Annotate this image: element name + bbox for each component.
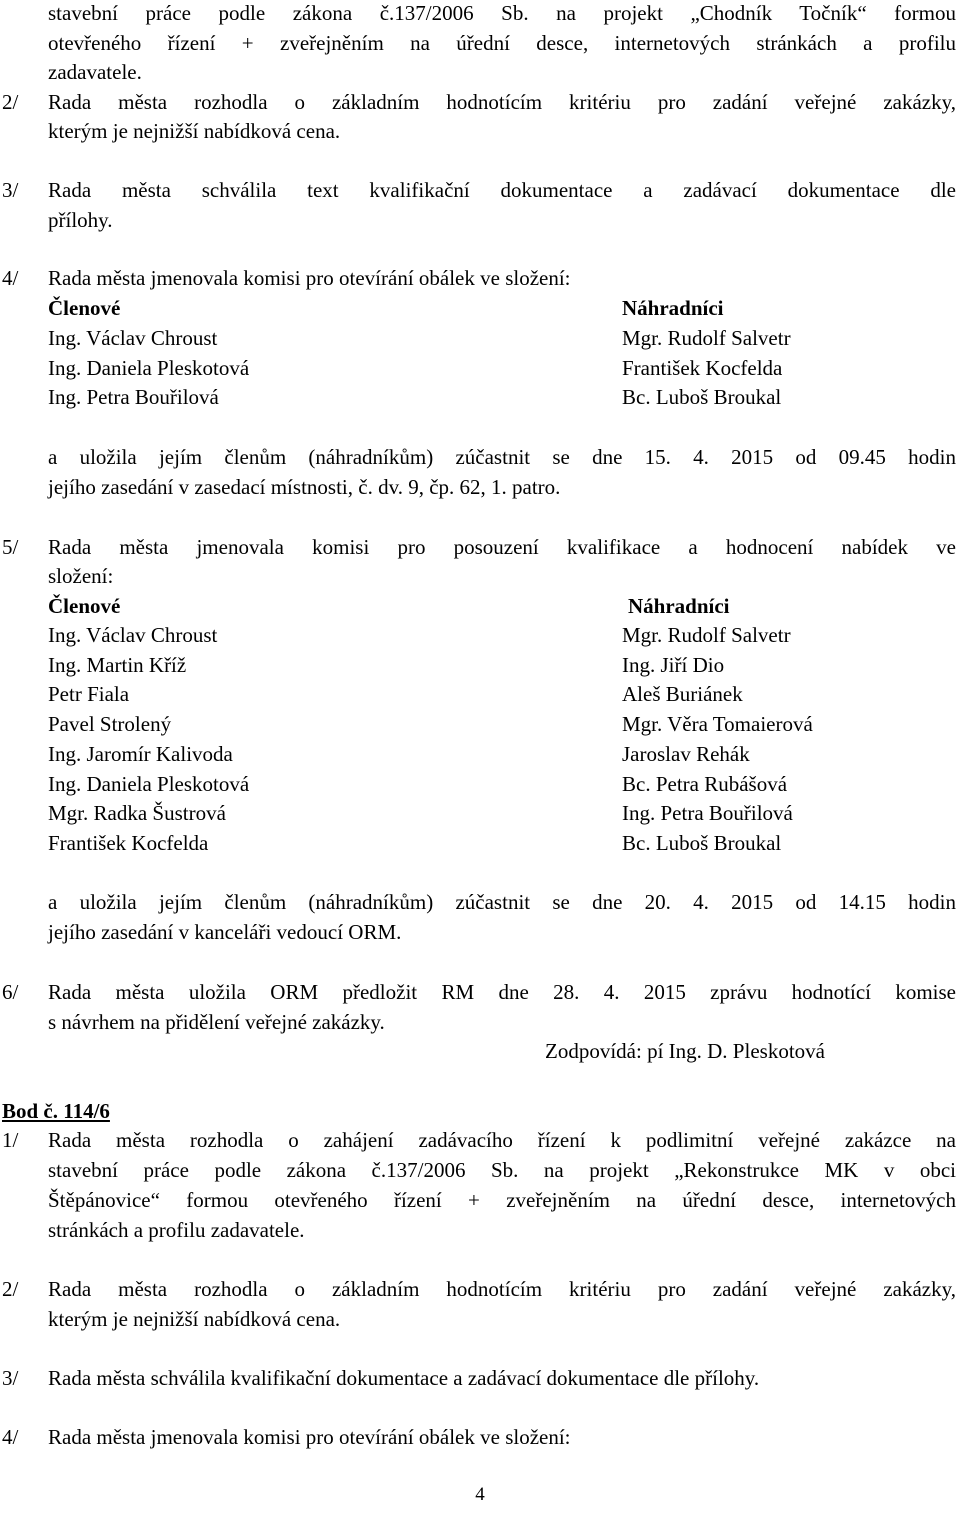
body-text-line: Rada města jmenovala komisi pro otevírání obálek ve složení: bbox=[48, 266, 571, 290]
page-number: 4 bbox=[475, 1484, 485, 1505]
item-number: 1/ bbox=[2, 1128, 19, 1152]
item-number: 2/ bbox=[2, 90, 19, 114]
item-number: 6/ bbox=[2, 980, 19, 1004]
member-name: František Kocfelda bbox=[48, 831, 209, 855]
substitute-name: Bc. Petra Rubášová bbox=[622, 772, 788, 796]
body-text-line: a uložila jejím členům (náhradníkům) zúčastnit se dne 15. 4. 2015 od 09.45 hodin bbox=[48, 445, 956, 469]
body-text-line: s návrhem na přidělení veřejné zakázky. bbox=[48, 1010, 385, 1034]
body-text-line: Rada města schválila kvalifikační dokumentace a zadávací dokumentace dle přílohy. bbox=[48, 1366, 760, 1390]
substitute-name: Aleš Buriánek bbox=[622, 682, 743, 706]
substitute-name: Ing. Jiří Dio bbox=[622, 653, 725, 677]
members-heading: Členové bbox=[48, 594, 121, 618]
substitute-name: Jaroslav Rehák bbox=[622, 742, 750, 766]
body-text-line: stránkách a profilu zadavatele. bbox=[48, 1218, 305, 1242]
member-name: Mgr. Radka Šustrová bbox=[48, 801, 226, 825]
body-text-line: kterým je nejnižší nabídková cena. bbox=[48, 1307, 341, 1331]
substitutes-heading: Náhradníci bbox=[622, 296, 724, 320]
body-text-line: přílohy. bbox=[48, 208, 113, 232]
body-text-line: zadavatele. bbox=[48, 60, 142, 84]
member-name: Ing. Václav Chroust bbox=[48, 623, 218, 647]
member-name: Ing. Petra Bouřilová bbox=[48, 385, 219, 409]
body-text-line: Rada města jmenovala komisi pro posouzení kvalifikace a hodnocení nabídek ve bbox=[48, 535, 956, 559]
member-name: Ing. Daniela Pleskotová bbox=[48, 356, 250, 380]
substitute-name: Mgr. Rudolf Salvetr bbox=[622, 326, 791, 350]
substitute-name: František Kocfelda bbox=[622, 356, 783, 380]
body-text-line: jejího zasedání v zasedací místnosti, č. dv. 9, čp. 62, 1. patro. bbox=[48, 475, 561, 499]
substitute-name: Bc. Luboš Broukal bbox=[622, 385, 782, 409]
member-name: Petr Fiala bbox=[48, 682, 130, 706]
body-text-line: otevřeného řízení + zveřejněním na úřední desce, internetových stránkách a profilu bbox=[48, 31, 956, 55]
substitute-name: Mgr. Rudolf Salvetr bbox=[622, 623, 791, 647]
body-text-line: a uložila jejím členům (náhradníkům) zúčastnit se dne 20. 4. 2015 od 14.15 hodin bbox=[48, 890, 956, 914]
substitute-name: Ing. Petra Bouřilová bbox=[622, 801, 793, 825]
members-heading: Členové bbox=[48, 296, 121, 320]
body-text-line: Rada města uložila ORM předložit RM dne 28. 4. 2015 zprávu hodnotící komise bbox=[48, 980, 956, 1004]
member-name: Ing. Václav Chroust bbox=[48, 326, 218, 350]
item-number: 2/ bbox=[2, 1277, 19, 1301]
item-number: 4/ bbox=[2, 266, 19, 290]
body-text-line: Rada města jmenovala komisi pro otevírání obálek ve složení: bbox=[48, 1425, 571, 1449]
body-text-line: kterým je nejnižší nabídková cena. bbox=[48, 119, 341, 143]
item-number: 3/ bbox=[2, 178, 19, 202]
member-name: Ing. Jaromír Kalivoda bbox=[48, 742, 233, 766]
member-name: Ing. Martin Kříž bbox=[48, 653, 187, 677]
body-text-line: stavební práce podle zákona č.137/2006 Sb. na projekt „Rekonstrukce MK v obci bbox=[48, 1158, 956, 1182]
body-text-line: Štěpánovice“ formou otevřeného řízení + zveřejněním na úřední desce, internetových bbox=[48, 1188, 956, 1212]
member-name: Ing. Daniela Pleskotová bbox=[48, 772, 250, 796]
body-text-line: Rada města schválila text kvalifikační dokumentace a zadávací dokumentace dle bbox=[48, 178, 956, 202]
responsible-person: Zodpovídá: pí Ing. D. Pleskotová bbox=[545, 1039, 825, 1063]
body-text-line: Rada města rozhodla o základním hodnotícím kritériu pro zadání veřejné zakázky, bbox=[48, 1277, 956, 1301]
substitute-name: Bc. Luboš Broukal bbox=[622, 831, 782, 855]
section-heading: Bod č. 114/6 bbox=[2, 1099, 110, 1123]
item-number: 5/ bbox=[2, 535, 19, 559]
substitutes-heading: Náhradníci bbox=[628, 594, 730, 618]
body-text-line: složení: bbox=[48, 564, 114, 588]
substitute-name: Mgr. Věra Tomaierová bbox=[622, 712, 813, 736]
item-number: 3/ bbox=[2, 1366, 19, 1390]
body-text-line: Rada města rozhodla o zahájení zadávacího řízení k podlimitní veřejné zakázce na bbox=[48, 1128, 956, 1152]
body-text-line: stavební práce podle zákona č.137/2006 Sb. na projekt „Chodník Točník“ formou bbox=[48, 1, 956, 25]
body-text-line: Rada města rozhodla o základním hodnotícím kritériu pro zadání veřejné zakázky, bbox=[48, 90, 956, 114]
body-text-line: jejího zasedání v kanceláři vedoucí ORM. bbox=[48, 920, 402, 944]
member-name: Pavel Strolený bbox=[48, 712, 172, 736]
item-number: 4/ bbox=[2, 1425, 19, 1449]
